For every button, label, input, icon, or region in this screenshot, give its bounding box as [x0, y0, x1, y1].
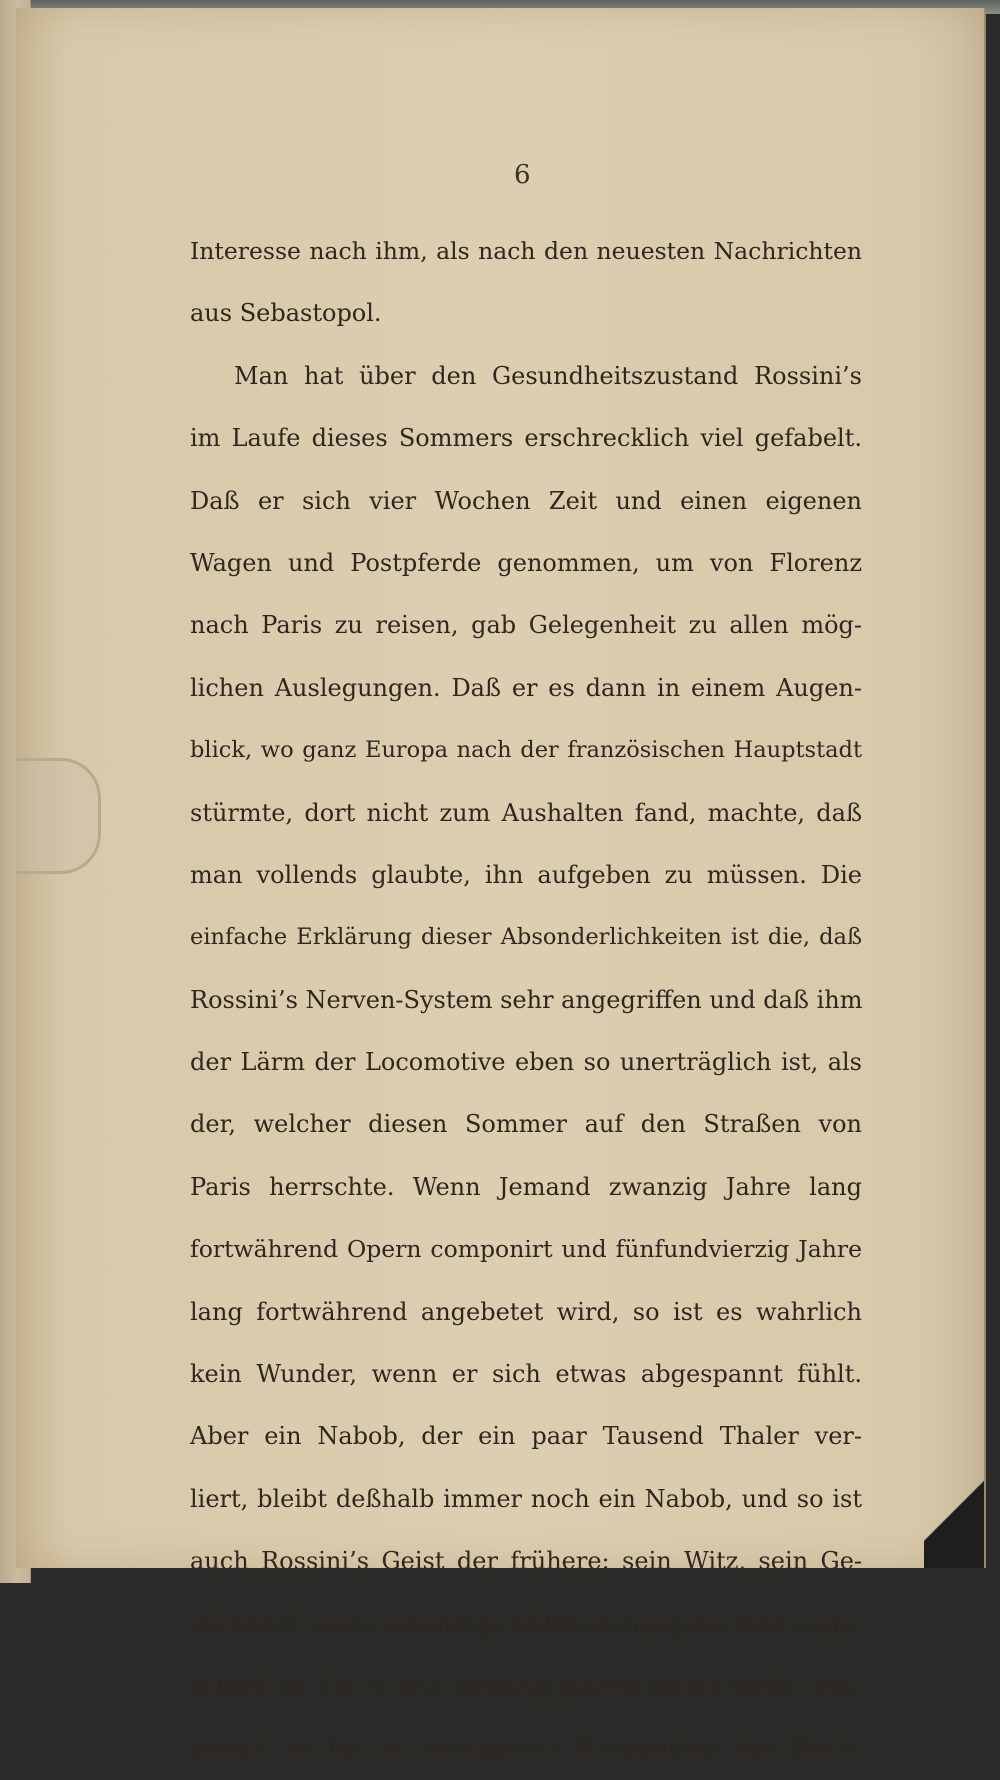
text-line: fortwährend Opern componirt und fünfundvierzig Jahre [190, 1235, 862, 1264]
text-line: lang fortwährend angebetet wird, so ist es wahrlich [190, 1297, 862, 1326]
text-line: Daß er sich vier Wochen Zeit und einen eigenen [190, 486, 862, 515]
text-line: im Laufe dieses Sommers erschrecklich viel gefabelt. [190, 424, 862, 453]
text-line: der Lärm der Locomotive eben so unerträglich ist, als [190, 1048, 862, 1077]
text-line: Rossini’s Nerven-System sehr angegriffen und daß ihm [190, 985, 863, 1014]
text-line: Man hat über den Gesundheitszustand Rossini’s [234, 361, 862, 390]
text-line: Aber ein Nabob, der ein paar Tausend Thaler ver- [190, 1422, 862, 1451]
text-line: dächtniß, seine lebendige Mittheilungsgabe sind unge- [190, 1609, 862, 1638]
text-line: einfache Erklärung dieser Absonderlichkeiten ist die, daß [190, 924, 862, 951]
text-line: schwächt. Da er seit zwanzig Jahren nichts mehr com- [190, 1671, 862, 1700]
text-line: nach Paris zu reisen, gab Gelegenheit zu allen mög- [190, 611, 862, 640]
text-line: liert, bleibt deßhalb immer noch ein Nabob, und so ist [190, 1484, 862, 1513]
body-text [190, 220, 862, 1780]
text-line: stürmte, dort nicht zum Aushalten fand, machte, daß [190, 798, 862, 827]
text-line: ponirt, so hat er wenigstens Niemandem das Recht [190, 1734, 862, 1763]
text-line: blick, wo ganz Europa nach der französischen Hauptstadt [190, 737, 862, 764]
text-line: lichen Auslegungen. Daß er es dann in einem Augen- [190, 673, 862, 702]
text-line: kein Wunder, wenn er sich etwas abgespannt fühlt. [190, 1360, 862, 1389]
text-line: auch Rossini’s Geist der frühere: sein Witz, sein Ge- [190, 1547, 862, 1576]
page-corner-shadow [924, 1468, 984, 1568]
page-clip [16, 758, 101, 874]
text-line: Wagen und Postpferde genommen, um von Florenz [190, 548, 862, 577]
text-line: Paris herrschte. Wenn Jemand zwanzig Jahre lang [190, 1172, 862, 1201]
text-line: Interesse nach ihm, als nach den neuesten Nachrichten [190, 237, 862, 265]
text-line: aus Sebastopol. [190, 299, 382, 328]
text-line: der, welcher diesen Sommer auf den Straßen von [190, 1110, 862, 1139]
text-line: man vollends glaubte, ihn aufgeben zu müssen. Die [190, 860, 862, 889]
page-number: 6 [514, 160, 531, 190]
